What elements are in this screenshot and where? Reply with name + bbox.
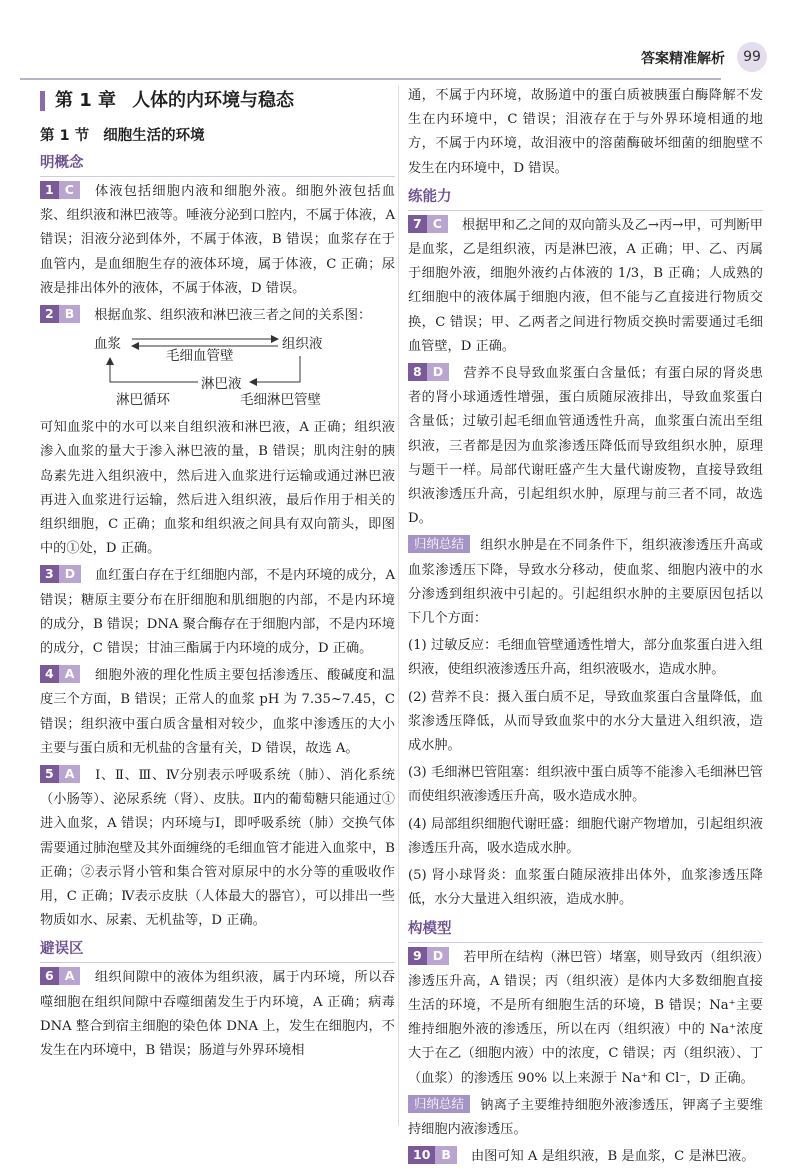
answer-letter: C bbox=[427, 215, 448, 233]
question-number: 3 bbox=[40, 565, 59, 583]
question-tag bbox=[40, 181, 80, 199]
answer-text: 营养不良导致血浆蛋白含量低；有蛋白尿的肾炎患者的肾小球通透性增强，蛋白质随尿液排出，导致血浆蛋白含量低；过敏引起毛细血管通透性升高，血浆蛋白流出至组织液，三者都是因为血浆渗透压降低而导致组织水肿，原理与题干一样。局部代谢旺盛产生大量代谢废物，直接导致组织液渗透压升高，引起组织水肿，原理与前三者不同，故选 D。 bbox=[408, 366, 763, 527]
summary-item: (4) 局部组织细胞代谢旺盛：细胞代谢产物增加，引起组织液渗透压升高，吸水造成水肿。 bbox=[408, 816, 763, 856]
question-number: 5 bbox=[40, 765, 59, 783]
answer-2-continued: 可知血浆中的水可以来自组织液和淋巴液，A 正确；组织液渗入血浆的量大于渗入淋巴液的量，B 错误；肌肉注射的胰岛素先进入组织液中，然后进入血浆进行运输或通过淋巴液再进入血浆进行运输，然后进入组织液，最后作用于相关的组织细胞，C 正确；血浆和组织液之间具有双向箭头，即图中的①处，D 正确。 bbox=[40, 420, 395, 557]
subheading-bi: 避误区 bbox=[40, 936, 395, 963]
answer-5 bbox=[40, 764, 395, 933]
question-number: 1 bbox=[40, 181, 59, 199]
page-header bbox=[20, 42, 775, 70]
answer-text: 若甲所在结构（淋巴管）堵塞，则导致丙（组织液）渗透压升高，A 错误；丙（组织液）是体内大多数细胞直接生活的环境，不是所有细胞生活的环境，B 错误；Na⁺主要维持细胞外液的渗透压，所以在丙（组织液）中的 Na⁺浓度大于在乙（细胞内液）中的浓度，C 错误；丙（组织液）、丁（血浆）的渗透压 90% 以上来源于 Na⁺和 Cl⁻，D 正确。 bbox=[408, 949, 763, 1086]
summary-item: (2) 营养不良：摄入蛋白质不足，导致血浆蛋白含量降低，血浆渗透压降低，从而导致血浆中的水分大量进入组织液，造成水肿。 bbox=[408, 689, 763, 754]
answer-letter: B bbox=[59, 305, 81, 323]
answer-text: 组织间隙中的液体为组织液，属于内环境，所以吞噬细胞在组织间隙中吞噬细菌发生于内环境，A 正确；病毒 DNA 整合到宿主细胞的染色体 DNA 上，发生在细胞内，不发生在内环境中，B 错误；肠道与外界环境相 bbox=[40, 970, 395, 1059]
summary-item: (3) 毛细淋巴管阻塞：组织液中蛋白质等不能渗入毛细淋巴管而使组织液渗透压升高，吸水造成水肿。 bbox=[408, 765, 763, 805]
summary-text: 钠离子主要维持细胞外液渗透压，钾离子主要维持细胞内液渗透压。 bbox=[408, 1097, 763, 1137]
answer-text: 血红蛋白存在于红细胞内部，不是内环境的成分，A 错误；糖原主要分布在肝细胞和肌细胞的内部，不是内环境的成分，B 错误；DNA 聚合酶存在于细胞内部，不是内环境的成分，C 错误；甘油三酯属于内环境的成分，D 正确。 bbox=[40, 568, 395, 657]
answer-6 bbox=[40, 966, 395, 1063]
answer-letter: C bbox=[59, 181, 80, 199]
answer-letter: D bbox=[427, 363, 449, 381]
answer-text: 根据血浆、组织液和淋巴液三者之间的关系图： bbox=[94, 308, 372, 324]
question-tag bbox=[408, 215, 448, 233]
answer-text: Ⅰ、Ⅱ、Ⅲ、Ⅳ分别表示呼吸系统（肺）、消化系统（小肠等）、泌尿系统（肾）、皮肤。Ⅱ内的葡萄糖只能通过①进入血浆，A 错误；内环境与Ⅰ，即呼吸系统（肺）交换气体需要通过肺泡壁及其外面缠绕的毛细血管才能进入血浆中，B 正确；②表示肾小管和集合管对原尿中的水分等的重吸收作用，C 正确；Ⅳ表示皮肤（人体最大的器官），可以排出一些物质如水、尿素、无机盐等，D 正确。 bbox=[40, 768, 395, 929]
subheading-gou: 构模型 bbox=[408, 916, 763, 943]
diagram-lymph-capillary: 毛细淋巴管壁 bbox=[240, 392, 321, 409]
answer-text: 细胞外液的理化性质主要包括渗透压、酸碱度和温度三个方面，B 错误；正常人的血浆 pH 为 7.35~7.45，C 错误；组织液中蛋白质含量相对较少，血浆中渗透压的大小主要与蛋白质和无机盐的含量有关，D 错误，故选 A。 bbox=[40, 668, 395, 756]
summary-item: (1) 过敏反应：毛细血管壁通透性增大，部分血浆蛋白进入组织液，使组织液渗透压升高，组织液吸水，造成水肿。 bbox=[408, 638, 763, 678]
answer-letter: A bbox=[59, 967, 81, 985]
question-tag bbox=[40, 305, 80, 323]
summary-tag: 归纳总结 bbox=[408, 535, 470, 553]
question-tag bbox=[40, 765, 80, 783]
answer-text: 由图可知 A 是组织液，B 是血浆，C 是淋巴液。 bbox=[470, 1149, 755, 1165]
answer-6-continued: 通，不属于内环境，故肠道中的蛋白质被胰蛋白酶降解不发生在内环境中，C 错误；泪液存在于与外界环境相通的地方，不属于内环境，故泪液中的溶菌酶破坏细菌的细胞壁不发生在内环境中，D 错误。 bbox=[408, 88, 763, 176]
summary-text: 组织水肿是在不同条件下，组织液渗透压升高或血浆渗透压下降，导致水分移动，使血浆、细胞内液中的水分渗透到组织液中引起的。引起组织水肿的主要原因包括以下几个方面： bbox=[408, 538, 763, 627]
answer-1 bbox=[40, 180, 395, 301]
answer-10 bbox=[408, 1145, 763, 1169]
answer-2 bbox=[40, 304, 395, 328]
diagram-lymph: 淋巴液 bbox=[201, 376, 242, 393]
chapter-number: 第 1 章 bbox=[55, 89, 117, 111]
answer-8 bbox=[408, 362, 763, 531]
page-number: 99 bbox=[737, 42, 767, 72]
answer-letter: D bbox=[59, 565, 81, 583]
question-number: 7 bbox=[408, 215, 427, 233]
summary-ions bbox=[408, 1094, 763, 1142]
answer-text: 根据甲和乙之间的双向箭头及乙→丙→甲，可判断甲是血浆，乙是组织液，丙是淋巴液，A 正确；甲、乙、丙属于细胞外液，细胞外液约占体液的 1/3，B 正确；人成熟的红细胞中的液体属于细胞内液，但不能与乙直接进行物质交换，C 错误；甲、乙两者之间进行物质交换时需要通过毛细血管壁，D 正确。 bbox=[408, 217, 763, 354]
section-title: 细胞生活的环境 bbox=[103, 128, 205, 144]
chapter-heading bbox=[40, 86, 395, 116]
answer-letter: D bbox=[427, 947, 449, 965]
summary-edema bbox=[408, 534, 763, 631]
header-title: 答案精准解析 bbox=[641, 51, 725, 67]
summary-item: (5) 肾小球肾炎：血浆蛋白随尿液排出体外，血浆渗透压降低，水分大量进入组织液，造成水肿。 bbox=[408, 868, 763, 908]
answer-letter: A bbox=[59, 665, 81, 683]
section-number: 第 1 节 bbox=[40, 128, 90, 144]
answer-letter: B bbox=[435, 1146, 457, 1164]
answer-7 bbox=[408, 214, 763, 359]
question-number: 8 bbox=[408, 363, 427, 381]
question-tag bbox=[408, 1146, 457, 1164]
summary-tag: 归纳总结 bbox=[408, 1095, 470, 1113]
question-tag bbox=[40, 967, 80, 985]
answer-3 bbox=[40, 564, 395, 661]
column-divider bbox=[398, 86, 399, 1126]
diagram-plasma: 血浆 bbox=[94, 336, 121, 353]
question-number: 10 bbox=[408, 1146, 435, 1164]
question-number: 2 bbox=[40, 305, 59, 323]
answer-4 bbox=[40, 664, 395, 761]
section-heading bbox=[40, 122, 395, 150]
header-rule bbox=[20, 78, 721, 80]
diagram-tissue-fluid: 组织液 bbox=[282, 336, 323, 353]
subheading-ming: 明概念 bbox=[40, 150, 395, 177]
subheading-lian: 练能力 bbox=[408, 184, 763, 211]
question-number: 4 bbox=[40, 665, 59, 683]
question-tag bbox=[408, 947, 449, 965]
chapter-title: 人体的内环境与稳态 bbox=[132, 89, 295, 111]
question-tag bbox=[40, 665, 80, 683]
chapter-bar-icon bbox=[40, 91, 45, 111]
diagram-lymph-cycle: 淋巴循环 bbox=[116, 392, 170, 409]
question-number: 6 bbox=[40, 967, 59, 985]
question-tag bbox=[408, 363, 449, 381]
answer-9 bbox=[408, 946, 763, 1091]
fluid-relation-diagram bbox=[40, 330, 395, 412]
answer-text: 体液包括细胞内液和细胞外液。细胞外液包括血浆、组织液和淋巴液等。唾液分泌到口腔内，不属于体液，A 错误；泪液分泌到体外，不属于体液，B 错误；血浆存在于血管内，是血细胞生存的液体环境，属于体液，C 正确；尿液是排出体外的液体，不属于体液，D 错误。 bbox=[40, 184, 395, 296]
answer-letter: A bbox=[59, 765, 81, 783]
question-number: 9 bbox=[408, 947, 427, 965]
diagram-capillary-wall: 毛细血管壁 bbox=[166, 348, 234, 365]
question-tag bbox=[40, 565, 81, 583]
right-column bbox=[408, 84, 763, 1172]
left-column bbox=[40, 86, 395, 1066]
